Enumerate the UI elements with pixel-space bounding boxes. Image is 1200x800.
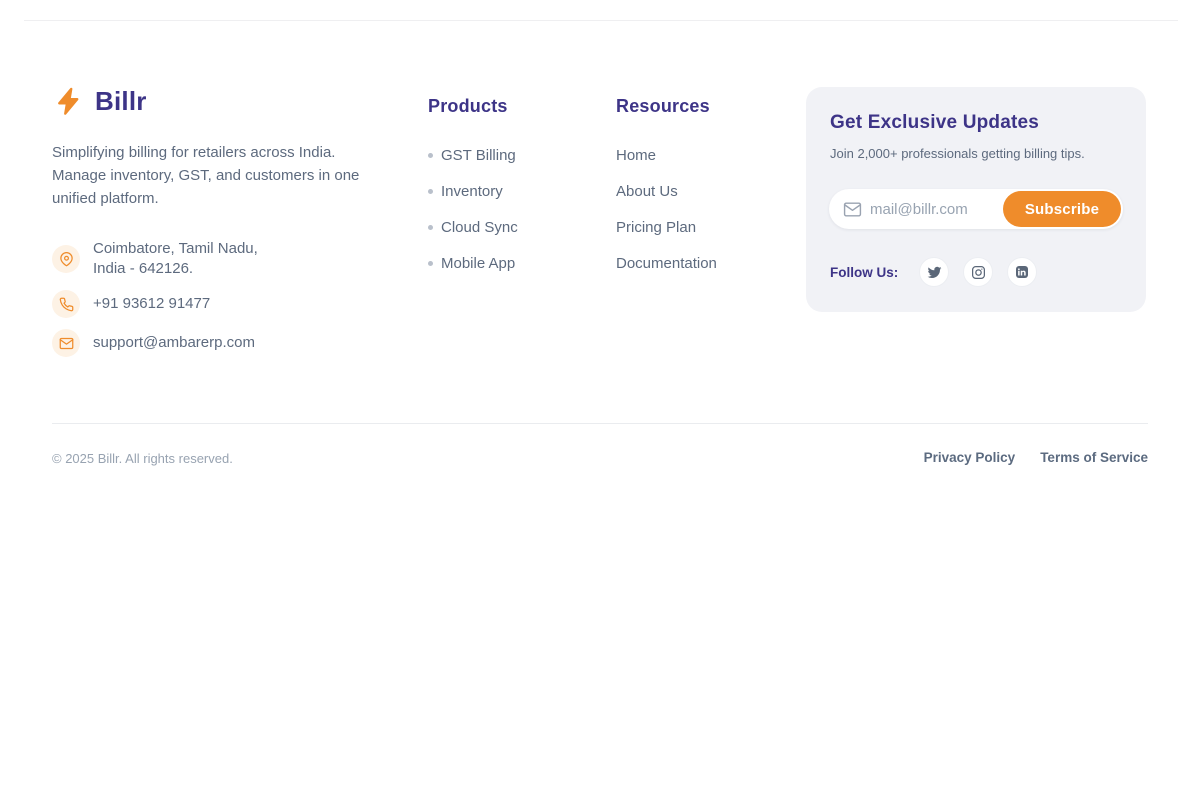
list-item [428, 173, 518, 209]
bullet-dot-icon [428, 153, 433, 158]
linkedin-icon [1014, 264, 1030, 280]
newsletter-title: Get Exclusive Updates [830, 112, 1040, 133]
mail-icon [52, 329, 80, 357]
list-item [616, 137, 717, 173]
products-column [428, 94, 518, 281]
brand-logo[interactable] [52, 84, 372, 118]
location-pin-icon [52, 245, 80, 273]
contact-email[interactable] [52, 329, 372, 357]
twitter-icon [927, 265, 942, 280]
bullet-dot-icon [428, 189, 433, 194]
link-about-us[interactable]: About Us [616, 182, 678, 200]
newsletter-subtitle: Join 2,000+ professionals getting billing tips. [830, 146, 1085, 161]
list-item [428, 245, 518, 281]
bullet-dot-icon [428, 261, 433, 266]
brand-column [52, 84, 372, 351]
top-divider [24, 20, 1178, 21]
bottom-divider [52, 423, 1148, 424]
copyright-text: © 2025 Billr. All rights reserved. [52, 451, 233, 466]
brand-tagline: Simplifying billing for retailers across India. Manage inventory, GST, and customers in one unified platform. [52, 144, 360, 207]
contact-phone[interactable] [52, 290, 372, 318]
link-documentation[interactable]: Documentation [616, 254, 717, 272]
lightning-bolt-icon [52, 84, 84, 118]
list-item [616, 173, 717, 209]
address-text: Coimbatore, Tamil Nadu, India - 642126. [93, 240, 258, 277]
resources-column [616, 94, 717, 281]
email-text: support@ambarerp.com [93, 334, 255, 351]
linkedin-button[interactable] [1007, 257, 1037, 287]
privacy-policy-link[interactable]: Privacy Policy [923, 450, 1016, 465]
link-inventory[interactable]: Inventory [441, 182, 503, 200]
subscribe-button[interactable]: Subscribe [1003, 191, 1121, 227]
contact-address [52, 239, 372, 279]
brand-name: Billr [95, 85, 147, 116]
link-gst-billing[interactable]: GST Billing [441, 146, 516, 164]
list-item [616, 245, 717, 281]
products-column-title: Products [428, 96, 508, 116]
link-pricing-plan[interactable]: Pricing Plan [616, 218, 697, 236]
list-item [428, 209, 518, 245]
list-item [616, 209, 717, 245]
phone-text: +91 93612 91477 [93, 295, 211, 312]
link-cloud-sync[interactable]: Cloud Sync [441, 218, 518, 236]
link-mobile-app[interactable]: Mobile App [441, 254, 516, 272]
phone-icon [52, 290, 80, 318]
follow-us-label: Follow Us: [830, 264, 899, 280]
subscribe-form [829, 189, 1123, 229]
instagram-button[interactable] [963, 257, 993, 287]
resources-column-title: Resources [616, 96, 710, 116]
newsletter-card [806, 87, 1146, 312]
legal-links [924, 450, 1148, 465]
mail-icon [843, 200, 862, 219]
list-item [428, 137, 518, 173]
link-home[interactable]: Home [616, 146, 657, 164]
bullet-dot-icon [428, 225, 433, 230]
follow-row [830, 257, 1051, 287]
products-link-list [428, 137, 518, 281]
contact-list [52, 239, 372, 357]
terms-of-service-link[interactable]: Terms of Service [1040, 450, 1148, 465]
resources-link-list [616, 137, 717, 281]
twitter-button[interactable] [919, 257, 949, 287]
instagram-icon [971, 265, 986, 280]
